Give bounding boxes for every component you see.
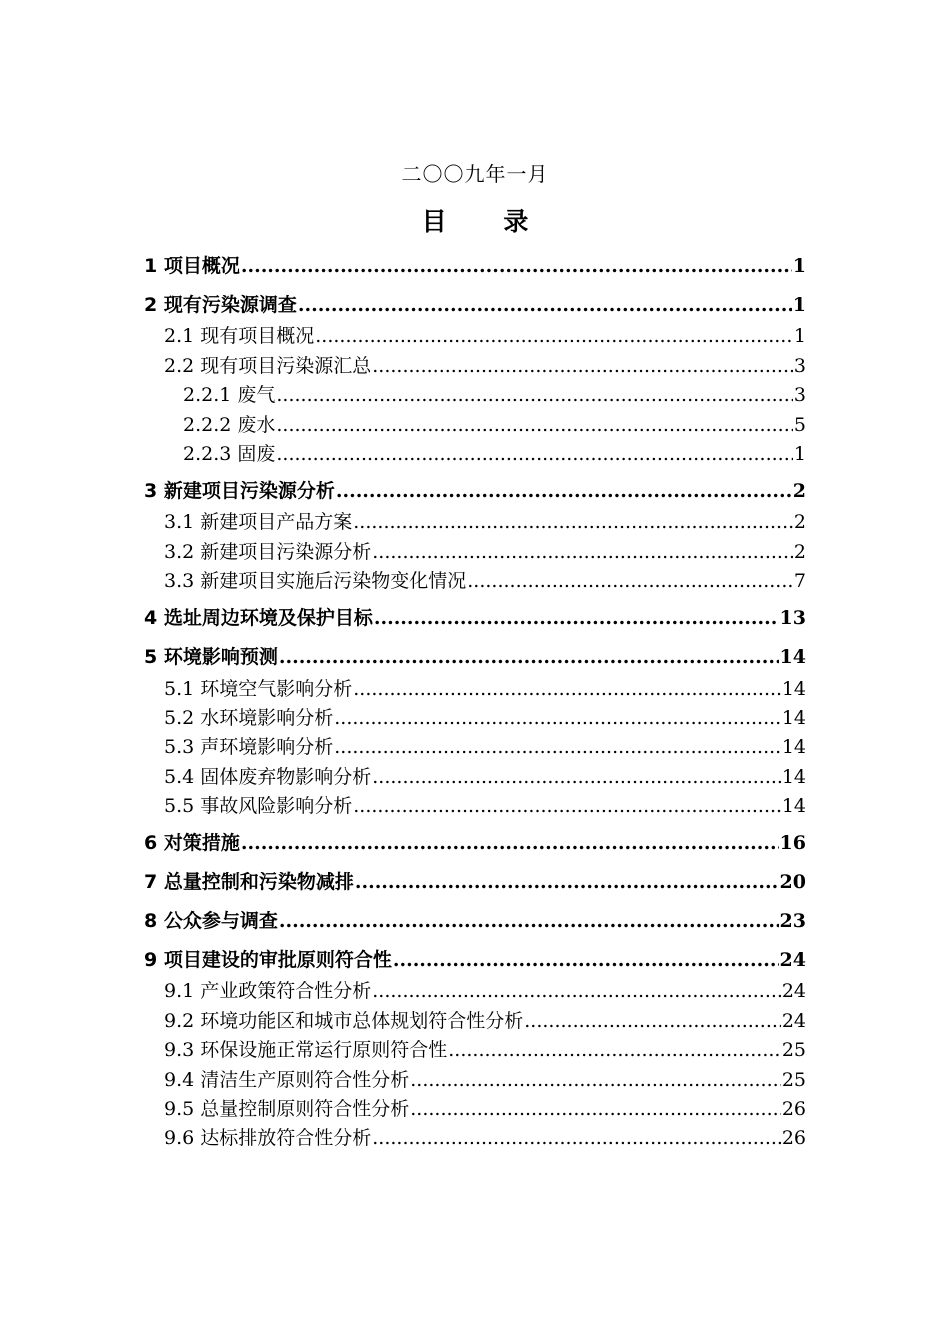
dot-leader [467, 567, 793, 596]
dot-leader [279, 904, 779, 938]
toc-entry-page-number: 14 [781, 765, 806, 788]
toc-entry-page-number: 25 [781, 1068, 806, 1091]
toc-entry-page-number: 20 [779, 871, 806, 894]
toc-entry-label: 6 对策措施 [144, 832, 240, 855]
toc-entry-label: 2.2.3 固废 [183, 442, 276, 465]
toc-entry-label: 1 项目概况 [144, 255, 240, 277]
toc-entry[interactable] [144, 860, 806, 899]
toc-entry-label: 5.1 环境空气影响分析 [164, 677, 353, 700]
toc-entry-label: 3.3 新建项目实施后污染物变化情况 [164, 570, 467, 593]
toc-entry-label: 5.5 事故风险影响分析 [164, 795, 353, 818]
toc-entry-label: 2.2.2 废水 [183, 413, 276, 436]
dot-leader [448, 1036, 781, 1065]
dot-leader [336, 474, 792, 508]
toc-entry-label: 9.1 产业政策符合性分析 [164, 980, 372, 1003]
dot-leader [353, 675, 781, 704]
toc-entry[interactable] [144, 635, 806, 674]
toc-entry-label: 5.2 水环境影响分析 [164, 706, 334, 729]
toc-entry[interactable] [144, 244, 806, 283]
toc-entry-label: 4 选址周边环境及保护目标 [144, 607, 373, 630]
toc-entry-page-number: 14 [779, 646, 806, 669]
toc-entry-label: 5 环境影响预测 [144, 646, 278, 669]
toc-entry-label: 9.4 清洁生产原则符合性分析 [164, 1068, 410, 1091]
toc-entry-page-number: 1 [792, 255, 806, 277]
toc-entry-label: 2 现有污染源调查 [144, 294, 297, 316]
toc-entry-label: 9.5 总量控制原则符合性分析 [164, 1098, 410, 1121]
toc-entry-page-number: 2 [793, 511, 806, 534]
toc-entry-page-number: 26 [781, 1127, 806, 1150]
toc-entry[interactable] [144, 1124, 806, 1153]
toc-entry-label: 3.1 新建项目产品方案 [164, 511, 353, 534]
toc-entry-page-number: 14 [781, 706, 806, 729]
toc-entry[interactable] [144, 938, 806, 977]
toc-entry-page-number: 1 [793, 325, 806, 348]
toc-entry-page-number: 14 [781, 677, 806, 700]
toc-entry[interactable] [144, 704, 806, 733]
toc-entry[interactable] [144, 1065, 806, 1094]
dot-leader [279, 640, 779, 674]
dot-leader [372, 352, 793, 381]
toc-entry-page-number: 7 [793, 570, 806, 593]
date-line: 二〇〇九年一月 [401, 162, 549, 186]
dot-leader [298, 288, 792, 322]
dot-leader [276, 381, 793, 410]
dot-leader [334, 733, 781, 762]
toc-entry[interactable] [144, 733, 806, 762]
toc-entry[interactable] [144, 596, 806, 635]
toc-entry[interactable] [144, 381, 806, 410]
dot-leader [241, 249, 792, 283]
toc-entry[interactable] [144, 508, 806, 537]
toc-entry-page-number: 14 [781, 795, 806, 818]
toc-entry-label: 7 总量控制和污染物减排 [144, 871, 354, 894]
toc-entry-page-number: 3 [793, 384, 806, 407]
toc-entry[interactable] [144, 537, 806, 566]
dot-leader [524, 1007, 781, 1036]
dot-leader [393, 943, 779, 977]
dot-leader [410, 1095, 781, 1124]
dot-leader [353, 792, 781, 821]
toc-entry-label: 9.6 达标排放符合性分析 [164, 1127, 372, 1150]
toc-entry-page-number: 23 [779, 910, 806, 933]
toc-entry-page-number: 2 [793, 540, 806, 563]
toc-entry-page-number: 14 [781, 736, 806, 759]
toc-entry-page-number: 24 [781, 980, 806, 1003]
toc-entry-page-number: 25 [781, 1039, 806, 1062]
toc-entry-label: 2.2 现有项目污染源汇总 [164, 354, 372, 377]
toc-entry[interactable] [144, 674, 806, 703]
dot-leader [241, 826, 779, 860]
toc-entry-label: 9.2 环境功能区和城市总体规划符合性分析 [164, 1009, 524, 1032]
toc-entry[interactable] [144, 899, 806, 938]
dot-leader [334, 704, 781, 733]
toc-entry-label: 9.3 环保设施正常运行原则符合性 [164, 1039, 448, 1062]
toc-entry[interactable] [144, 440, 806, 469]
toc-entry-label: 5.3 声环境影响分析 [164, 736, 334, 759]
toc-entry[interactable] [144, 469, 806, 508]
toc-entry-page-number: 1 [792, 294, 806, 316]
toc-entry-label: 2.2.1 废气 [183, 384, 276, 407]
dot-leader [276, 440, 793, 469]
toc-entry[interactable] [144, 977, 806, 1006]
dot-leader [355, 865, 779, 899]
toc-entry[interactable] [144, 762, 806, 791]
dot-leader [372, 977, 781, 1006]
toc-entry-page-number: 24 [781, 1009, 806, 1032]
toc-entry-label: 2.1 现有项目概况 [164, 325, 315, 348]
toc-entry[interactable] [144, 410, 806, 439]
dot-leader [372, 1124, 781, 1153]
toc-entry-page-number: 24 [779, 949, 806, 972]
toc-entry-page-number: 2 [792, 479, 806, 502]
dot-leader [410, 1066, 781, 1095]
toc-entry-page-number: 16 [779, 832, 806, 855]
dot-leader [315, 322, 793, 351]
dot-leader [374, 601, 779, 635]
toc-entry-label: 9 项目建设的审批原则符合性 [144, 949, 392, 972]
toc-entry[interactable] [144, 351, 806, 380]
table-of-contents [144, 244, 806, 1153]
toc-entry-page-number: 3 [793, 354, 806, 377]
toc-entry[interactable] [144, 792, 806, 821]
toc-entry[interactable] [144, 283, 806, 322]
toc-entry-page-number: 26 [781, 1098, 806, 1121]
dot-leader [353, 508, 793, 537]
toc-entry-page-number: 5 [793, 413, 806, 436]
toc-entry-label: 3.2 新建项目污染源分析 [164, 540, 372, 563]
toc-entry-label: 8 公众参与调查 [144, 910, 278, 933]
toc-entry[interactable] [144, 567, 806, 596]
dot-leader [372, 763, 781, 792]
toc-title: 目 录 [421, 207, 553, 236]
toc-entry[interactable] [144, 1006, 806, 1035]
toc-entry[interactable] [144, 821, 806, 860]
dot-leader [276, 411, 793, 440]
toc-entry[interactable] [144, 322, 806, 351]
toc-entry[interactable] [144, 1095, 806, 1124]
toc-entry[interactable] [144, 1036, 806, 1065]
toc-entry-label: 5.4 固体废弃物影响分析 [164, 765, 372, 788]
dot-leader [372, 538, 793, 567]
toc-entry-page-number: 1 [793, 442, 806, 465]
toc-entry-label: 3 新建项目污染源分析 [144, 479, 335, 502]
toc-entry-page-number: 13 [779, 607, 806, 630]
